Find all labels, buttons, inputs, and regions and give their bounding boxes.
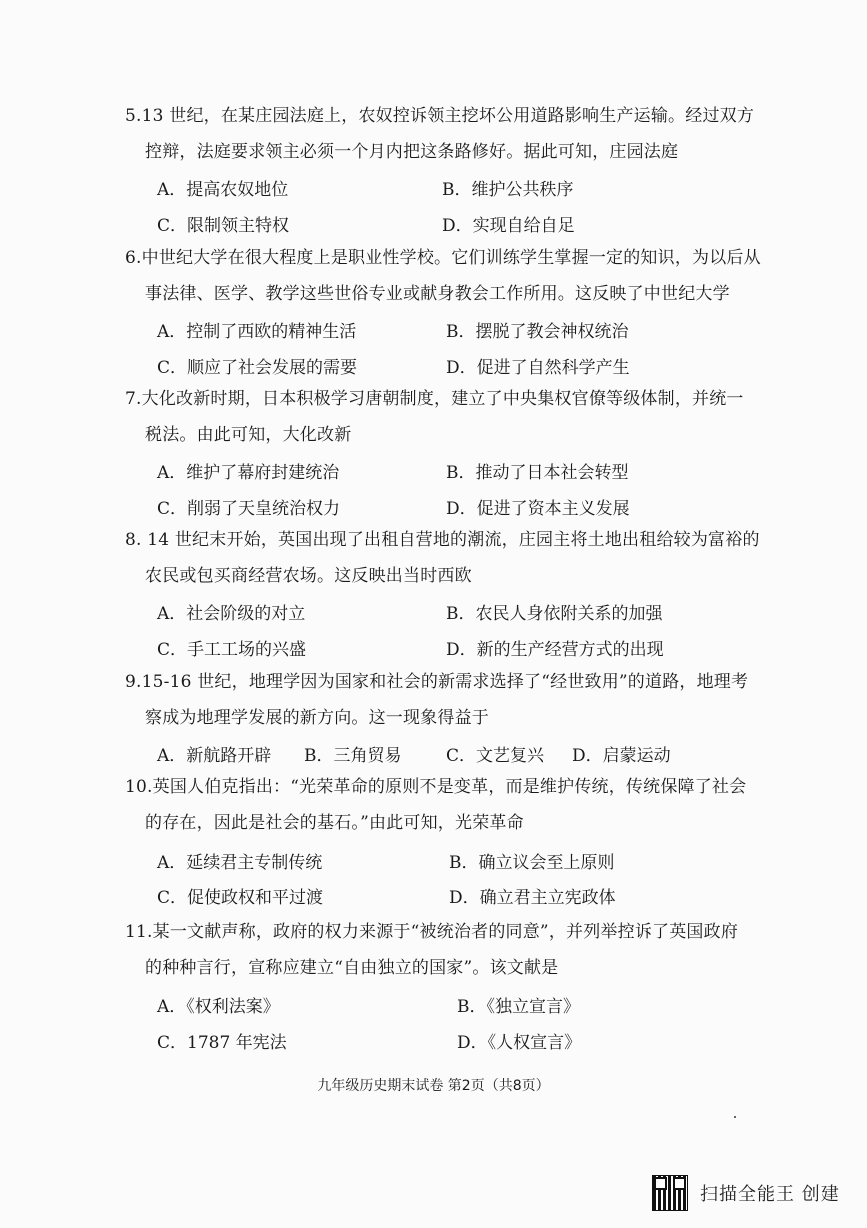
option-d: D．确立君主立宪政体 (449, 888, 616, 908)
question-stem: 7.大化改新时期，日本积极学习唐朝制度，建立了中央集权官僚等级体制，并统一 (125, 389, 744, 409)
option-a: A．延续君主专制传统 (157, 853, 323, 873)
question-stem: 11.某一文献声称，政府的权力来源于“被统治者的同意”，并列举控诉了英国政府 (125, 922, 739, 942)
question-stem: 10.英国人伯克指出：“光荣革命的原则不是变革，而是维护传统，传统保障了社会 (125, 777, 747, 797)
option-d: D．促进了自然科学产生 (446, 358, 630, 378)
question-5 (125, 98, 754, 170)
option-b: B．摆脱了教会神权统治 (446, 322, 629, 342)
option-b: B．三角贸易 (304, 746, 402, 766)
option-a: A．提高农奴地位 (157, 180, 289, 200)
question-11 (125, 914, 738, 986)
option-b: B．农民人身依附关系的加强 (446, 604, 663, 624)
option-a: A．社会阶级的对立 (157, 604, 306, 624)
option-a: A．控制了西欧的精神生活 (157, 322, 357, 342)
question-stem-continued: 农民或包买商经营农场。这反映出当时西欧 (145, 566, 472, 586)
question-9 (125, 664, 748, 736)
option-b: B．推动了日本社会转型 (446, 463, 629, 483)
option-b: B．确立议会至上原则 (449, 853, 615, 873)
scanner-watermark (652, 1176, 840, 1210)
option-b: B．维护公共秩序 (442, 180, 574, 200)
question-stem-continued: 税法。由此可知，大化改新 (145, 425, 352, 445)
option-a: A．新航路开辟 (157, 746, 272, 766)
question-10 (125, 769, 746, 841)
option-d: D．实现自给自足 (442, 216, 575, 236)
option-c: C．顺应了社会发展的需要 (157, 358, 358, 378)
question-stem-continued: 事法律、医学、教学这些世俗专业或献身教会工作所用。这反映了中世纪大学 (145, 284, 730, 304)
question-7 (125, 381, 744, 453)
option-c: C．削弱了天皇统治权力 (157, 499, 341, 519)
question-stem-continued: 控辩，法庭要求领主必须一个月内把这条路修好。据此可知，庄园法庭 (145, 142, 679, 162)
question-6 (125, 240, 761, 312)
question-stem-continued: 察成为地理学发展的新方向。这一现象得益于 (145, 708, 489, 728)
option-d: D．促进了资本主义发展 (446, 499, 630, 519)
watermark-text: 扫描全能王 创建 (700, 1184, 840, 1205)
question-8 (125, 522, 760, 594)
option-c: C．文艺复兴 (446, 746, 545, 766)
qr-code-icon (652, 1175, 688, 1211)
scan-speck (734, 1116, 736, 1118)
question-stem: 6.中世纪大学在很大程度上是职业性学校。它们训练学生掌握一定的知识，为以后从 (125, 248, 761, 268)
option-c: C．限制领主特权 (157, 216, 290, 236)
page-footer: 九年级历史期末试卷 第2页（共8页） (317, 1078, 550, 1094)
option-b: B．《独立宣言》 (457, 997, 580, 1017)
option-d: D．启蒙运动 (572, 746, 671, 766)
question-stem: 5.13 世纪，在某庄园法庭上，农奴控诉领主挖坏公用道路影响生产运输。经过双方 (125, 106, 755, 126)
option-c: C．手工工场的兴盛 (157, 640, 307, 660)
question-stem: 9.15-16 世纪，地理学因为国家和社会的新需求选择了“经世致用”的道路，地理考 (125, 672, 749, 692)
option-d: D．新的生产经营方式的出现 (446, 640, 664, 660)
question-stem-continued: 的种种言行，宣称应建立“自由独立的国家”。该文献是 (145, 958, 559, 978)
option-c: C．促使政权和平过渡 (157, 888, 324, 908)
question-stem-continued: 的存在，因此是社会的基石。”由此可知，光荣革命 (145, 813, 524, 833)
option-c: C．1787 年宪法 (157, 1033, 287, 1053)
option-a: A．《权利法案》 (157, 997, 280, 1017)
question-stem: 8. 14 世纪末开始，英国出现了出租自营地的潮流，庄园主将土地出租给较为富裕的 (125, 530, 760, 550)
option-a: A．维护了幕府封建统治 (157, 463, 340, 483)
option-d: D．《人权宣言》 (457, 1033, 582, 1053)
